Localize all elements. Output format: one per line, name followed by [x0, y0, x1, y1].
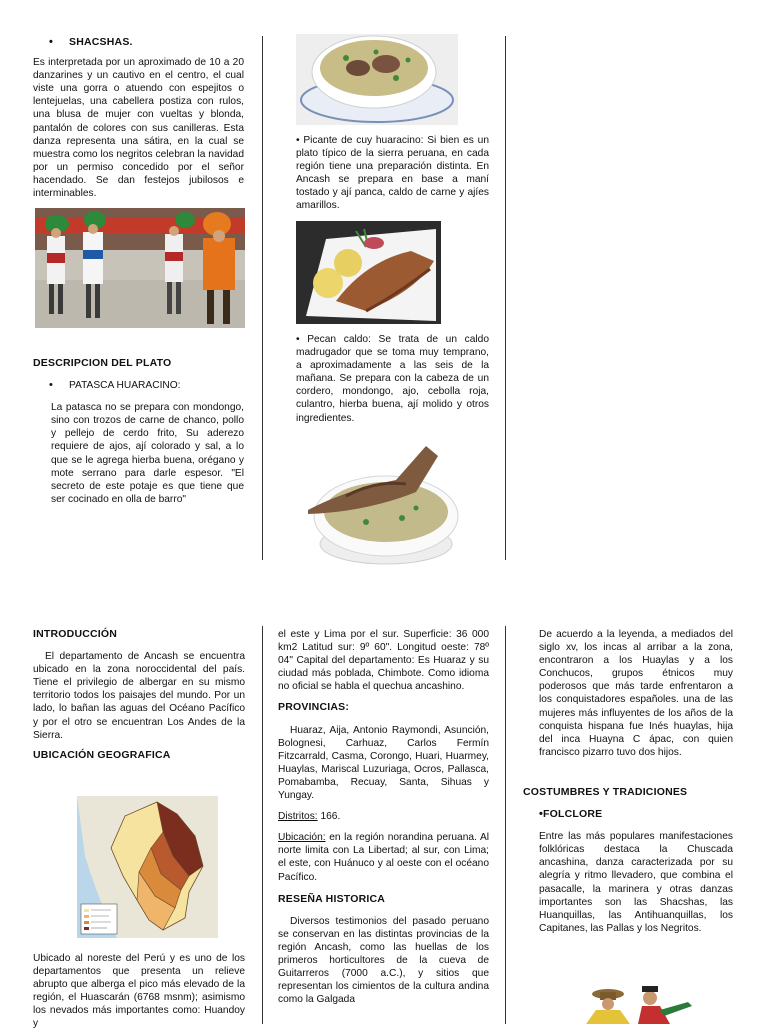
distritos-line — [278, 810, 489, 823]
pecan-text: • Pecan caldo: Se trata de un caldo madrugador que se toma muy temprano, a aproximadamente a las seis de la mañana. Se prepara con la cabeza de un cordero, mondongo, ajo, cebolla roja, culantro, hierba buena, ají molido y otros ingredientes. — [296, 334, 489, 424]
distritos-label: Distritos: — [278, 811, 318, 823]
column-divider — [262, 626, 263, 1024]
resena-heading: RESEÑA HISTORICA — [278, 892, 386, 905]
top-column-1 — [33, 36, 244, 200]
patasca-soup-image — [296, 34, 458, 125]
ubicacion-value: en la región norandina peruana. Al norte limita con La Libertad; al sur, con Lima; el este, con Huánuco y al oeste con el océano Pacífico. — [278, 832, 489, 883]
folclore-text: Entre las más populares manifestaciones folklóricas destaca la Chuscada ancashina, danza caracterizada por su alegría y ritmo llevadero, que combina el pasacalle, la marinera y otras danzas importantes son las Shacshas, las Huanquillas, las Antihuanquillas, los Capitanes, las Pallas y los Negritos. — [539, 831, 733, 934]
provincias-heading: PROVINCIAS: — [278, 701, 350, 714]
legend-text: De acuerdo a la leyenda, a mediados del siglo xv, los incas al arribar a la zona, encontraron a los Huaylas y a los Conchucos, grupos étnicos muy poderosos que más tarde enfrentaron a los conquistadores españoles. una de las mujeres más influyentes de los años de la conquista hispana fue Inés huaylas, hija del inca Huayna C ápac, con quien francisco pizarro tuvo dos hijos. — [539, 629, 733, 758]
picante-de-cuy-image — [296, 221, 441, 324]
resena-text: Diversos testimonios del pasado peruano se conservan en las distintas provincias de la región Ancash, como las huellas de los primeros horticultores de la cueva de Guitarreros (7000 a.C.), y sitios que representan los cimientos de la cultura andina como la Galgada — [278, 915, 489, 1006]
folclore-title: • FOLCLORE — [523, 808, 733, 821]
column-divider — [505, 626, 506, 1024]
intro-text: El departamento de Ancash se encuentra ubicado en la zona noroccidental del país. Tiene el privilegio de albergar en su mismo territorio todos los paisajes del mundo. Por un lado, lo bañan las aguas del Océano Pacífico y por el otro se encuentran Los Andes de la Sierra. — [33, 651, 245, 741]
bottom-page — [0, 620, 768, 1030]
ubicacion-heading: UBICACIÓN GEOGRAFICA — [33, 748, 171, 761]
column-divider — [262, 36, 263, 560]
bottom-column-2 — [278, 628, 489, 1006]
patasca-title: • PATASCA HUARACINO: — [33, 379, 244, 392]
ubicacion-text: Ubicado al noreste del Perú y es uno de los departamentos que presenta un relieve abrupto que alberga el pico más elevado de la región, el Huascarán (6768 msnm); asimismo los nevados más importantes como: Huandoy y — [33, 953, 245, 1030]
shacshas-text: Es interpretada por un aproximado de 10 a 20 danzarines y un cautivo en el centro, el cual viste una gorra o atuendo con espejitos o lentejuelas, una cabellera postiza con rulos, una blusa de mujer con vueltas y blonda, pantalón de colores con sus canilleras. Esta danza representa una sátira, en la cual se muestra como los negritos celebran la navidad por un permiso concedido por el señor hacendado. Se dan festejos jubilosos e interminables. — [33, 57, 244, 200]
plate-heading: DESCRIPCION DEL PLATO — [33, 357, 172, 369]
intro-heading: INTRODUCCIÓN — [33, 628, 118, 640]
continued-text: el este y Lima por el sur. Superficie: 36 000 km2 Latitud sur: 9º 60". Longitud oeste: 78º 04" Capital del departamento: Es Huaraz y su ciudad más poblada, Chimbote. Como idioma no oficial se habla el quechua ancashino. — [278, 629, 489, 693]
ubicacion-label: Ubicación: — [278, 832, 326, 844]
shacshas-dancers-image — [35, 208, 245, 328]
folclore-dancers-image — [578, 982, 708, 1024]
column-divider — [505, 36, 506, 560]
ancash-map-image — [77, 796, 218, 938]
provincias-text: Huaraz, Aija, Antonio Raymondi, Asunción, Bolognesi, Carhuaz, Carlos Fermín Fitzcarrald, Casma, Corongo, Huari, Huarmey, Huaylas, Mariscal Luzuriaga, Ocros, Pallasca, Pomabamba, Recuay, Santa, Sihuas y Yungay. — [278, 724, 489, 802]
pecan-caldo-image — [306, 440, 462, 568]
patasca-text: La patasca no se prepara con mondongo, sino con trozos de carne de chanco, pollo y pellejo de cerdo frito, Su aderezo requiere de ajos, ají colorado y sal, a lo que se le agrega hierba buena, orégano y mote serrano para darle espesor. "El secreto de este potaje es que tiene que ser cocinado en olla de barro" — [51, 402, 244, 505]
ubicacion-line — [278, 831, 489, 883]
plate-section — [33, 357, 244, 506]
cuy-text: • Picante de cuy huaracino: Si bien es un plato típico de la sierra peruana, en cada región tiene una preparación distinta. En Ancash se prepara en base a maní tostado y ají panca, caldo de carne y ajíes amarillos. — [296, 135, 489, 212]
distritos-value: 166. — [317, 811, 341, 823]
bottom-column-3 — [523, 628, 733, 935]
shacshas-title: • SHACSHAS. — [33, 36, 244, 49]
bottom-column-1 — [33, 628, 245, 762]
costumbres-heading: COSTUMBRES Y TRADICIONES — [523, 785, 688, 798]
